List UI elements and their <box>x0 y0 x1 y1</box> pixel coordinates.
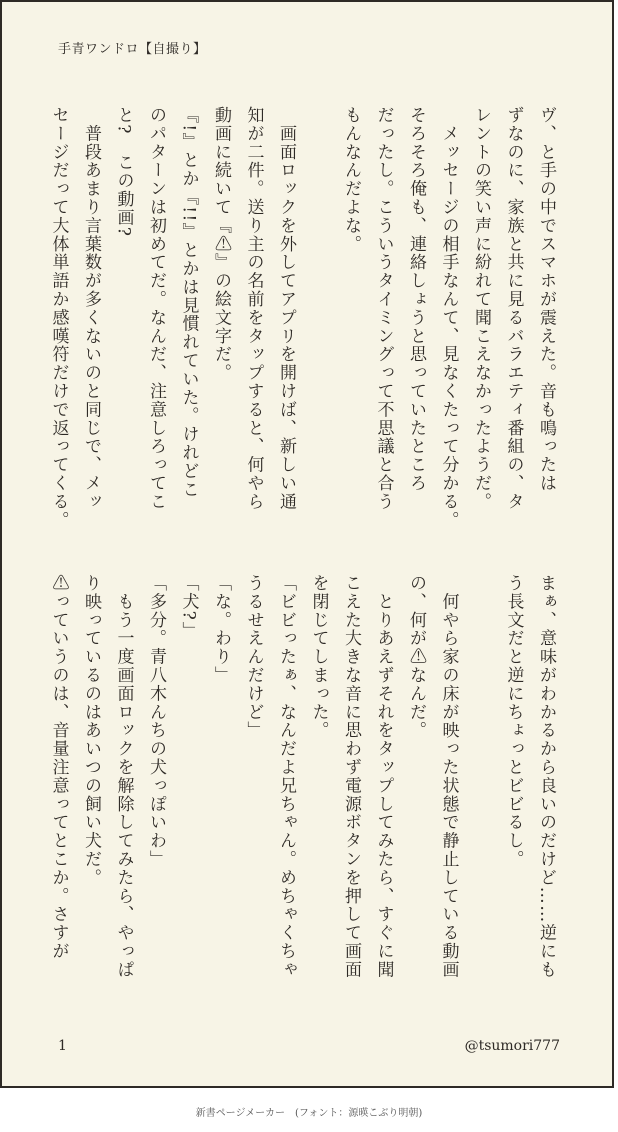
generator-credit: 新書ページメーカー (フォント：源暎こぶり明朝) <box>195 1108 423 1119</box>
page-number: 1 <box>58 1038 67 1054</box>
vertical-text-upper-block: ヴ、と手の中でスマホが震えた。音も鳴ったは ずなのに、家族と共に見るバラエティ番組の、タ レントの笑い声に紛れて聞こえなかったようだ。 メッセージの相手なんて、見なくたって分かる。 そろそろ俺も、連絡しょうと思っていたところ だったし。こういうタイミングって不思議と合う もんなんだよな。 画面ロックを外してアプリを開けば、新しい通 知が二件。送り主の名前をタップすると、何やら 動画に続いて『⚠』の絵文字だ。 『!』とか『!!』とかは見慣れていた。けれどこ のパターンは初めてだ。なんだ、注意しろってこ と? この動画? 普段あまり言葉数が多くないのと同じで、メッ セージだって大体単語か感嘆符だけで返ってくる。 <box>48 106 556 530</box>
vertical-text-lower-block: まぁ、意味がわかるから良いのだけど……逆にも う長文だと逆にちょっとビビるし。 何やら家の床が映った状態で静止している動画 の、何が⚠なんだ。 とりあえずそれをタップしてみたら、すぐに聞 こえた大きな音に思わず電源ボタンを押して画面 を閉じてしまった。 「ビビったぁ、なんだよ兄ちゃん。めちゃくちゃ うるせえんだけど」 「な。わり」 「犬?」 「多分。青八木んちの犬っぽいわ」 もう一度画面ロックを解除してみたら、やっぱ り映っているのはあいつの飼い犬だ。 ⚠っていうのは、音量注意ってとこか。さすが <box>48 574 556 979</box>
page-header-title: 手青ワンドロ【自撮り】 <box>58 42 207 57</box>
author-handle: @tsumori777 <box>464 1038 560 1054</box>
